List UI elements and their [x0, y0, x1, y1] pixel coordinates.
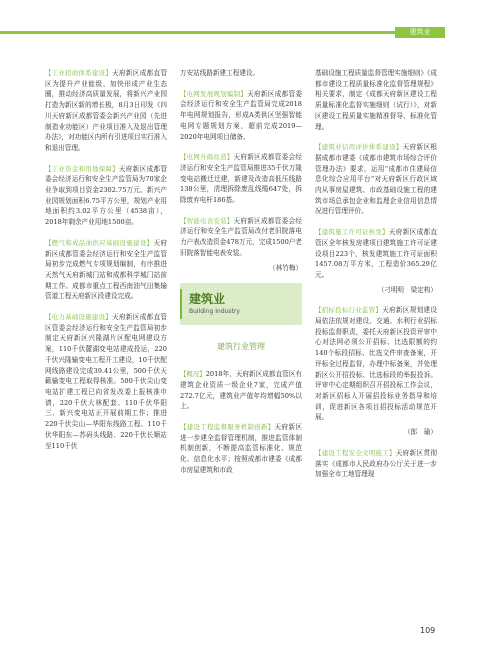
column-1 [45, 68, 167, 461]
paragraph-text: 天府新区成都管委会经济运行和安全生产监管局改付老旧院落电力户表改造资金478万元，完成1500户老旧院落智能电表安装。 [180, 216, 303, 257]
paragraph-text: 天府新区成都管委会经济运行和安全生产监管局完成2018年电网规划报告，形成A类供区坚强智能电网专题规划方案，超前完成2019—2020年电网项目储备。 [180, 89, 303, 141]
paragraph [180, 369, 302, 412]
paragraph-text: 天府新区成都直管区管委会经济运行和安全生产监管局初步制定天府新区兴隆湖片区配电网建设方案，110千伏麓湖变电站建成投运，220千伏兴隆输变电工程开工建设，10千伏配网线路建设完成39.41公里，500千伏天籁输变电工程取得核准。500千伏尖山变电站扩建工程已向省发改委上报核准申请，220千伏大林配套、110千伏华阳三、新兴变电站正开展前期工作；推进220千伏尖山—华阳东线路工程、110千伏华阳东—苏码头线路、220千伏长顺站至110千伏 [45, 313, 168, 450]
paragraph [315, 448, 437, 480]
paragraph-text: 天府新区规划建设局依法依规对建设、交通、水利行业招标投标监督职责，委托天府新区投资评审中心对法网必须公开招标、比选限额的约140个标段招标、比选文件审查备案，开评标全过程监督，办理中标备案，并处理新区公开招投标、比选标段的举报投诉。评审中心定期组织召开招投标工作会议，对新区招标人开展招投标业务指导和培训，促进新区各项目招投标活动规范开展。 [315, 306, 438, 422]
paragraph-tag: 【电网升级改造】 [180, 153, 234, 162]
paragraph-text: 天府新区贯彻落实《成都市人民政府办公厅关于进一步加强全市工地管理现 [315, 448, 438, 479]
paragraph-text: 万安站线路新建工程建设。 [180, 69, 260, 77]
author-signature: （郎 瑜） [404, 428, 437, 437]
paragraph-tag: 【电力基础设施建设】 [45, 313, 113, 322]
column-2 [180, 68, 302, 486]
paragraph-text: 天府新区根据成都市建委《成都市建筑市场综合评价管理办法》要求，运用“成都市住建局信息化综合应用平台”对天府新区行政区域内从事房屋建筑、市政基础设施工程的建筑市场总承包企业和监理企业信用信息情况进行管理评价。 [315, 143, 438, 216]
paragraph-text: 2018年，天府新区成都直管区有建筑企业资质一级企业7家，完成产值272.7亿元，建筑业产值年均增幅50%以上。 [180, 370, 303, 411]
paragraph-tag: 【建设工程监督服务机制创新】 [180, 423, 275, 432]
paragraph-tag: 【建设工程安全文明施工】 [315, 448, 396, 457]
section-title-english: Building Industry [189, 308, 240, 316]
header-rule [0, 31, 395, 34]
paragraph-tag: 【工业招商体系建设】 [45, 69, 113, 77]
paragraph-tag: 【建筑施工许可证核发】 [315, 228, 389, 237]
section-title: 建筑业 [189, 292, 226, 307]
paragraph [315, 227, 437, 281]
paragraph [45, 68, 167, 154]
paragraph-text: 天府新区进一步建全监督管理机制，推进监管体制机制创新，不断提高监管标准化、规范化、信息化水平；按照成都市建委《成都市房屋建筑和市政 [180, 423, 303, 474]
paragraph-text: 天府新区成都直管区全年核发房建项目建筑施工许可证建设项目223个，核发建筑施工许可证面积1457.08万平方米，工程造价365.29亿元。 [315, 228, 438, 279]
paragraph [180, 89, 302, 143]
author-signature: （林竹梅） [269, 263, 302, 272]
paragraph-text: 天府新区成都管委会经济运行和安全生产监管局为70家企业争取到项目资金2302.75万元。新兴产业园规划面积6.75平方公里，规划产业用地面积约3.02平方公里（4538亩），2018年剩余产业用地1500亩。 [45, 164, 168, 227]
paragraph [45, 238, 167, 302]
paragraph [315, 142, 437, 217]
paragraph [45, 164, 167, 228]
paragraph-tag: 【智能电表安装】 [180, 216, 234, 225]
paragraph-text: 天府新区成都管委会经济运行和安全生产监管局初步完成燃气专项规划编制，有序推进天然气天府新城门站和成都科学城门站前期工作。成都市重点工程西南油气田集输管道工程天府新区段建设完成。 [45, 238, 168, 301]
paragraph-tag: 【电网发展规划编制】 [180, 89, 248, 98]
page-number: 109 [420, 626, 436, 635]
paragraph [45, 312, 167, 451]
paragraph [315, 305, 437, 423]
paragraph-tag: 【招标投标行业监管】 [315, 306, 383, 315]
column-3 [315, 68, 437, 490]
subsection-title: 建筑行业管理 [217, 342, 265, 352]
paragraph-tag: 【概况】 [180, 370, 206, 379]
paragraph [180, 152, 302, 206]
paragraph-tag: 【燃气和成品油供应基础设施建设】 [45, 238, 154, 247]
section-accent-line [180, 289, 182, 319]
paragraph [180, 216, 302, 259]
author-signature: （刁明明 梁定构） [377, 285, 437, 294]
paragraph [180, 422, 302, 476]
paragraph-tag: 【工业资金和用地保障】 [45, 164, 119, 173]
paragraph-text: 基础设施工程质量监督管理实施细则》《成都市建设工程质量标准化监督管理规程》相关要求，制定《成都天府新区建设工程质量标准化监督实施细则（试行）》，对新区建设工程质量实施精准督导、标准化管理。 [315, 69, 437, 131]
paragraph [180, 68, 302, 79]
section-heading-box [180, 283, 302, 325]
paragraph-tag: 【建筑业信用评价体系建设】 [315, 143, 403, 152]
paragraph [315, 68, 437, 132]
paragraph-text: 天府新区成都直管区为提升产业能级、加快形成产业生态圈，推动经济高质量发展，将新兴产业园打造为新区新的增长极，8月3日印发《四川天府新区成都管委会新兴产业园（先进制造业功能区）产业项目准入及退出管理办法》，对功能区内所有引进项目实行准入和退出管理。 [45, 69, 168, 152]
paragraph-text: 天府新区成都管委会经济运行和安全生产监管局推进35千伏万隆变电站搬迁迁建，新建及改造高低压线路138公里，清理拆除废乱线缆647处，拆除废弃电杆186基。 [180, 153, 303, 205]
section-label: 建筑业 [395, 27, 445, 38]
